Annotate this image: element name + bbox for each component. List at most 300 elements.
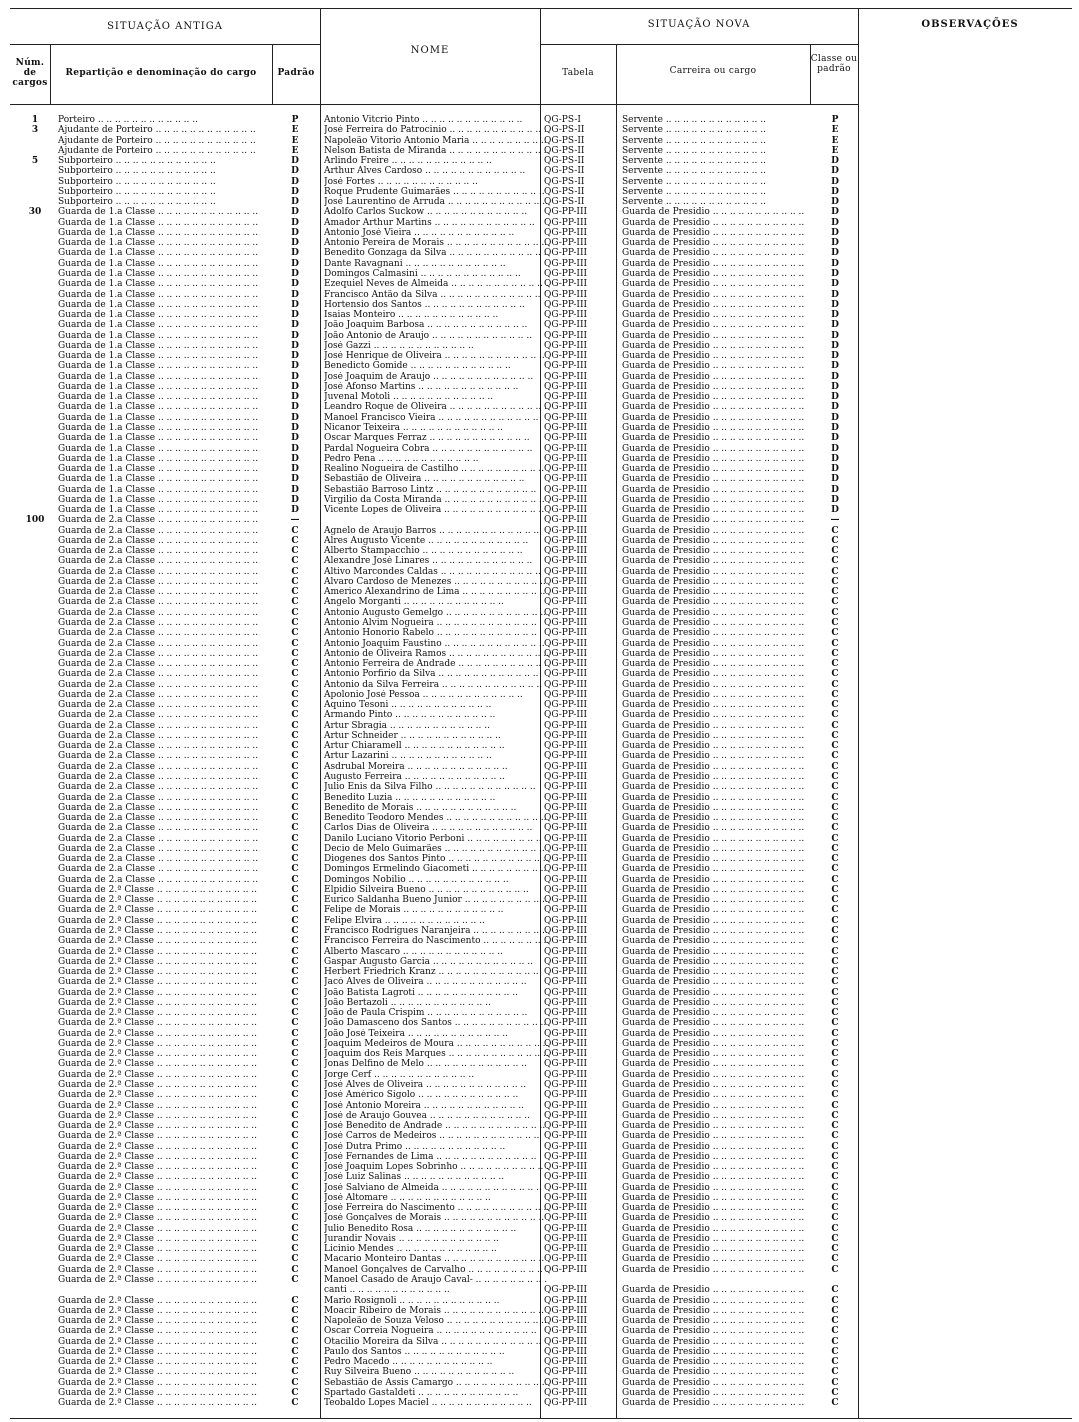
cargo-cell: Guarda de 2.ª Classe .. .. [58,1388,278,1398]
padrao-cell: D [291,279,299,290]
padrao-cell: C [291,669,299,680]
tabela-cell: QG-PP-III [544,700,588,711]
padrao-cell: C [291,1131,299,1142]
table-row [10,433,860,443]
tabela-cell: QG-PP-III [544,1244,588,1255]
table-row [10,1029,860,1039]
nome-cell: Herbert Friedrich Kranz .. .. [324,967,548,977]
classe-cell: C [831,833,839,844]
padrao-cell: C [291,1326,299,1337]
nome-cell: Manoel Casado de Araujo Caval- .. .. [324,1275,548,1285]
table-row [10,136,860,146]
nome-cell: Isaias Monteiro .. .. [324,310,548,320]
padrao-cell: C [291,720,299,731]
classe-cell: C [831,751,839,762]
padrao-cell: C [291,1172,299,1183]
nome-cell: Julio Enis da Silva Filho .. .. [324,782,548,792]
tabela-cell: QG-PP-III [544,1387,588,1398]
padrao-cell: C [291,659,299,670]
table-row [10,207,860,217]
cargo-cell: Guarda de 1.a Classe .. .. [58,423,278,433]
table-row [10,1265,860,1275]
cargo-cell: Guarda de 2.a Classe .. .. [58,782,278,792]
tabela-cell: QG-PP-III [544,340,588,351]
cargo-cell: Guarda de 1.a Classe .. .. [58,474,278,484]
nome-cell: Juvenal Motoli .. .. [324,392,548,402]
tabela-cell: QG-PP-III [544,453,588,464]
carreira-cell: Guarda de Presidio .. .. [622,659,808,669]
padrao-cell: D [291,361,299,372]
classe-cell: D [831,217,839,228]
carreira-cell: Guarda de Presidio .. .. [622,1121,808,1131]
padrao-cell: D [291,299,299,310]
classe-cell: E [831,125,839,136]
carreira-cell: Servente .. .. [622,177,808,187]
nome-cell: Oscar Marques Ferraz .. .. [324,433,548,443]
table-row [10,690,860,700]
classe-cell: C [831,1192,839,1203]
padrao-cell: D [291,166,299,177]
table-row [10,300,860,310]
padrao-cell: C [291,1090,299,1101]
carreira-cell: Guarda de Presidio .. .. [622,495,808,505]
cargo-cell: Guarda de 2.ª Classe .. .. [58,1357,278,1367]
tabela-cell: QG-PP-III [544,843,588,854]
table-row [10,1254,860,1264]
tabela-cell: QG-PS-II [544,197,585,208]
classe-cell: D [831,186,839,197]
nome-cell: José Luiz Salinas .. .. [324,1172,548,1182]
classe-cell: C [831,1316,839,1327]
cargo-cell: Guarda de 2.a Classe .. .. [58,875,278,885]
padrao-cell: C [291,1316,299,1327]
padrao-cell: C [291,576,299,587]
classe-cell: C [831,946,839,957]
cargo-cell: Guarda de 2.ª Classe .. .. [58,1080,278,1090]
padrao-cell: C [291,751,299,762]
cargo-cell: Guarda de 2.a Classe .. .. [58,680,278,690]
tabela-cell: QG-PP-III [544,936,588,947]
padrao-cell: D [291,217,299,228]
carreira-cell: Guarda de Presidio .. .. [622,1059,808,1069]
table-row [10,1244,860,1254]
tabela-cell: QG-PP-III [544,751,588,762]
tabela-cell: QG-PP-III [544,895,588,906]
cargo-cell: Subporteiro .. .. [58,197,278,207]
nome-cell: Julio Benedito Rosa .. .. [324,1224,548,1234]
tabela-cell: QG-PP-III [544,227,588,238]
carreira-cell: Guarda de Presidio .. .. [622,279,808,289]
carreira-cell: Servente .. .. [622,187,808,197]
tabela-cell: QG-PP-III [544,556,588,567]
classe-cell: D [831,484,839,495]
padrao-cell: C [291,1387,299,1398]
tabela-cell: QG-PP-III [544,782,588,793]
tabela-cell: QG-PP-III [544,1059,588,1070]
table-row [10,372,860,382]
tabela-cell: QG-PP-III [544,1069,588,1080]
tabela-cell: QG-PP-III [544,669,588,680]
table-row [10,957,860,967]
tabela-cell: QG-PP-III [544,299,588,310]
classe-cell: D [831,279,839,290]
tabela-cell: QG-PP-III [544,1131,588,1142]
cargo-cell: Guarda de 2.ª Classe .. .. [58,988,278,998]
cargo-cell: Guarda de 1.a Classe .. .. [58,485,278,495]
cargo-cell: Guarda de 1.a Classe .. .. [58,248,278,258]
tabela-cell: QG-PP-III [544,535,588,546]
nome-cell: Americo Alexandrino de Lima .. .. [324,587,548,597]
cargo-cell: Guarda de 2.a Classe .. .. [58,556,278,566]
table-row [10,916,860,926]
classe-cell: C [831,638,839,649]
nome-cell: Amador Arthur Martins .. .. [324,218,548,228]
table-row [10,187,860,197]
carreira-cell: Guarda de Presidio .. .. [622,1183,808,1193]
tabela-cell: QG-PP-III [544,864,588,875]
table-row [10,895,860,905]
num-cell: 100 [25,515,45,526]
cargo-cell: Guarda de 1.a Classe .. .. [58,361,278,371]
classe-cell: C [831,1305,839,1316]
cargo-cell: Subporteiro .. .. [58,166,278,176]
classe-cell: D [831,474,839,485]
carreira-cell: Guarda de Presidio .. .. [622,1070,808,1080]
table-row [10,844,860,854]
padrao-cell: D [291,176,299,187]
classe-cell: C [831,895,839,906]
tabela-cell: QG-PP-III [544,412,588,423]
table-row [10,587,860,597]
table-row [10,1398,860,1408]
table-row [10,1183,860,1193]
cargo-cell: Guarda de 2.a Classe .. .. [58,628,278,638]
classe-cell: C [831,1254,839,1265]
carreira-cell: Guarda de Presidio .. .. [622,1101,808,1111]
table-row [10,1296,860,1306]
classe-cell: C [831,1018,839,1029]
carreira-cell: Guarda de Presidio .. .. [622,444,808,454]
carreira-cell: Guarda de Presidio .. .. [622,207,808,217]
cargo-cell: Guarda de 2.ª Classe .. .. [58,1172,278,1182]
nome-cell: José Ferreira do Patrocinio .. .. [324,125,548,135]
classe-cell: D [831,299,839,310]
table-row [10,290,860,300]
padrao-cell: C [291,1079,299,1090]
nome-cell: Artur Chiaramell .. .. [324,741,548,751]
cargo-cell: Guarda de 2.a Classe .. .. [58,669,278,679]
nome-cell: Alexandre José Linares .. .. [324,556,548,566]
cargo-cell: Guarda de 2.a Classe .. .. [58,793,278,803]
tabela-cell: QG-PP-III [544,422,588,433]
classe-cell: C [831,925,839,936]
tabela-cell: QG-PP-III [544,1172,588,1183]
table-row [10,423,860,433]
carreira-cell: Guarda de Presidio .. .. [622,1398,808,1408]
padrao-cell: D [291,310,299,321]
table-row [10,1306,860,1316]
carreira-cell: Guarda de Presidio .. .. [622,1388,808,1398]
subheader-rule-left [10,44,320,45]
carreira-cell: Guarda de Presidio .. .. [622,1326,808,1336]
table-row [10,382,860,392]
padrao-cell: C [291,905,299,916]
header-nome: NOME [410,45,450,56]
table-row [10,248,860,258]
table-row [10,1008,860,1018]
cargo-cell: Guarda de 2.a Classe .. .. [58,597,278,607]
nome-cell: Domingos Ermelindo Giacometi .. .. [324,864,548,874]
table-body [10,115,860,1408]
nome-cell: Asdrubal Moreira .. .. [324,762,548,772]
table-row [10,218,860,228]
padrao-cell: C [291,535,299,546]
cargo-cell: Guarda de 2.ª Classe .. .. [58,967,278,977]
tabela-cell: QG-PP-III [544,638,588,649]
carreira-cell: Guarda de Presidio .. .. [622,392,808,402]
cargo-cell: Guarda de 1.a Classe .. .. [58,505,278,515]
cargo-cell: Guarda de 2.ª Classe .. .. [58,1059,278,1069]
table-row [10,905,860,915]
tabela-cell: QG-PP-III [544,310,588,321]
carreira-cell: Guarda de Presidio .. .. [622,741,808,751]
carreira-cell: Guarda de Presidio .. .. [622,1111,808,1121]
tabela-cell: QG-PP-III [544,279,588,290]
cargo-cell: Guarda de 2.a Classe .. .. [58,577,278,587]
table-row [10,1049,860,1059]
padrao-cell: E [291,145,299,156]
padrao-cell: C [291,946,299,957]
carreira-cell: Servente .. .. [622,146,808,156]
padrao-cell: C [291,802,299,813]
cargo-cell: Guarda de 1.a Classe .. .. [58,392,278,402]
table-row [10,1213,860,1223]
table-row [10,392,860,402]
padrao-cell: C [291,823,299,834]
carreira-cell: Guarda de Presidio .. .. [622,259,808,269]
cargo-cell: Guarda de 2.ª Classe .. .. [58,1029,278,1039]
nome-cell: Benedito Luzia .. .. [324,793,548,803]
classe-cell: C [831,1367,839,1378]
table-row [10,1142,860,1152]
nome-cell: Roque Prudente Guimarães .. .. [324,187,548,197]
tabela-cell: QG-PP-III [544,1151,588,1162]
classe-cell: D [831,166,839,177]
table-row [10,125,860,135]
carreira-cell: Guarda de Presidio .. .. [622,218,808,228]
table-row [10,936,860,946]
table-row [10,238,860,248]
nome-cell: Francisco Ferreira do Nascimento .. .. [324,936,548,946]
nome-cell: Francisco Antão da Silva .. .. [324,290,548,300]
classe-cell: C [831,535,839,546]
num-cell: 1 [31,115,39,125]
carreira-cell: Guarda de Presidio .. .. [622,290,808,300]
padrao-cell: D [291,238,299,249]
nome-cell: João José Teixeira .. .. [324,1029,548,1039]
classe-cell: D [831,310,839,321]
classe-cell: C [831,700,839,711]
table-row [10,197,860,207]
tabela-cell: QG-PP-III [544,1316,588,1327]
col-rule-6 [810,44,811,104]
nome-cell: Benedito Gonzaga da Silva .. .. [324,248,548,258]
classe-cell: C [831,936,839,947]
nome-cell: Angelo Morganti .. .. [324,597,548,607]
tabela-cell: QG-PP-III [544,207,588,218]
padrao-cell: C [291,1346,299,1357]
nome-cell: Mario Rosignoli .. .. [324,1296,548,1306]
cargo-cell: Guarda de 2.a Classe .. .. [58,639,278,649]
tabela-cell: QG-PP-III [544,494,588,505]
cargo-cell: Guarda de 2.ª Classe .. .. [58,936,278,946]
nome-cell: Oscar Correia Nogueira .. .. [324,1326,548,1336]
carreira-cell: Guarda de Presidio .. .. [622,269,808,279]
nome-cell: Pedro Macedo .. .. [324,1357,548,1367]
padrao-cell: C [291,1059,299,1070]
tabela-cell: QG-PP-III [544,761,588,772]
carreira-cell: Servente .. .. [622,115,808,125]
classe-cell: C [831,1182,839,1193]
carreira-cell: Guarda de Presidio .. .. [622,864,808,874]
carreira-cell: Servente .. .. [622,125,808,135]
classe-cell: C [831,1059,839,1070]
padrao-cell: D [291,412,299,423]
header-bottom-rule [10,104,858,105]
table-row [10,166,860,176]
classe-cell: C [831,1121,839,1132]
nome-cell: Arlindo Freire .. .. [324,156,548,166]
tabela-cell: QG-PP-III [544,792,588,803]
table-row [10,741,860,751]
cargo-cell: Guarda de 2.a Classe .. .. [58,515,278,525]
padrao-cell: D [291,330,299,341]
table-row [10,854,860,864]
tabela-cell: QG-PP-III [544,1285,588,1296]
cargo-cell: Guarda de 2.ª Classe .. .. [58,905,278,915]
cargo-cell: Guarda de 2.ª Classe .. .. [58,1162,278,1172]
nome-cell: José Dutra Primo .. .. [324,1142,548,1152]
tabela-cell: QG-PP-III [544,741,588,752]
carreira-cell: Guarda de Presidio .. .. [622,926,808,936]
carreira-cell: Servente .. .. [622,136,808,146]
tabela-cell: QG-PP-III [544,1121,588,1132]
padrao-cell: C [291,607,299,618]
padrao-cell: C [291,679,299,690]
carreira-cell: Guarda de Presidio .. .. [622,977,808,987]
nome-cell: Jorge Cerf .. .. [324,1070,548,1080]
nome-cell: Antonio Ferreira de Andrade .. .. [324,659,548,669]
table-row [10,454,860,464]
cargo-cell: Guarda de 2.a Classe .. .. [58,813,278,823]
tabela-cell: QG-PP-III [544,361,588,372]
table-row [10,1111,860,1121]
carreira-cell: Guarda de Presidio .. .. [622,567,808,577]
table-row [10,1234,860,1244]
padrao-cell: C [291,648,299,659]
tabela-cell: QG-PP-III [544,833,588,844]
tabela-cell: QG-PP-III [544,381,588,392]
classe-cell: C [831,1100,839,1111]
tabela-cell: QG-PP-III [544,320,588,331]
classe-cell: C [831,1285,839,1296]
classe-cell: C [831,915,839,926]
padrao-cell: E [291,135,299,146]
tabela-cell: QG-PP-III [544,1233,588,1244]
table-row [10,177,860,187]
tabela-cell: QG-PP-III [544,946,588,957]
nome-cell: José Benedito de Andrade .. .. [324,1121,548,1131]
cargo-cell: Guarda de 1.a Classe .. .. [58,413,278,423]
nome-cell: Benedicto Gomide .. .. [324,361,548,371]
classe-cell: C [831,1038,839,1049]
carreira-cell: Guarda de Presidio .. .. [622,1193,808,1203]
table-row [10,259,860,269]
cargo-cell: Guarda de 2.a Classe .. .. [58,864,278,874]
classe-cell: C [831,905,839,916]
nome-cell: Felipe Elvira .. .. [324,916,548,926]
nome-cell: José Henrique de Oliveira .. .. [324,351,548,361]
tabela-cell: QG-PP-III [544,1213,588,1224]
padrao-cell: C [291,1100,299,1111]
classe-cell: C [831,1008,839,1019]
carreira-cell: Guarda de Presidio .. .. [622,1049,808,1059]
padrao-cell: C [291,956,299,967]
padrao-cell: D [291,443,299,454]
header-situacao-nova: SITUAÇÃO NOVA [647,19,751,30]
padrao-cell: C [291,1182,299,1193]
padrao-cell: D [291,289,299,300]
classe-cell: C [831,689,839,700]
table-row [10,228,860,238]
tabela-cell: QG-PP-III [544,618,588,629]
padrao-cell: C [291,1336,299,1347]
padrao-cell: C [291,1049,299,1060]
cargo-cell: Guarda de 1.a Classe .. .. [58,207,278,217]
cargo-cell: Guarda de 2.a Classe .. .. [58,772,278,782]
nome-cell: Artur Sbragia .. .. [324,721,548,731]
padrao-cell: C [291,730,299,741]
nome-cell: José de Araujo Gouvea .. .. [324,1111,548,1121]
padrao-cell: C [291,1018,299,1029]
nome-cell: José Gonçalves de Morais .. .. [324,1213,548,1223]
tabela-cell: QG-PP-III [544,1192,588,1203]
tabela-cell: QG-PP-III [544,587,588,598]
nome-cell: João Antonio de Araujo .. .. [324,331,548,341]
padrao-cell: C [291,689,299,700]
classe-cell: E [831,145,839,156]
nome-cell: Armando Pinto .. .. [324,710,548,720]
classe-cell: C [831,843,839,854]
classe-cell: C [831,782,839,793]
nome-cell: José Américo Sigolo .. .. [324,1090,548,1100]
cargo-cell: Guarda de 2.ª Classe .. .. [58,1142,278,1152]
cargo-cell: Guarda de 1.a Classe .. .. [58,300,278,310]
table-row [10,1347,860,1357]
carreira-cell: Guarda de Presidio .. .. [622,454,808,464]
classe-cell: — [830,515,840,526]
padrao-cell: E [291,125,299,136]
cargo-cell: Guarda de 2.ª Classe .. .. [58,1347,278,1357]
cargo-cell: Guarda de 2.a Classe .. .. [58,731,278,741]
table-row [10,1172,860,1182]
carreira-cell: Guarda de Presidio .. .. [622,905,808,915]
carreira-cell: Guarda de Presidio .. .. [622,1367,808,1377]
table-row [10,977,860,987]
cargo-cell: Guarda de 2.a Classe .. .. [58,659,278,669]
cargo-cell: Guarda de 2.ª Classe .. .. [58,998,278,1008]
table-row [10,988,860,998]
